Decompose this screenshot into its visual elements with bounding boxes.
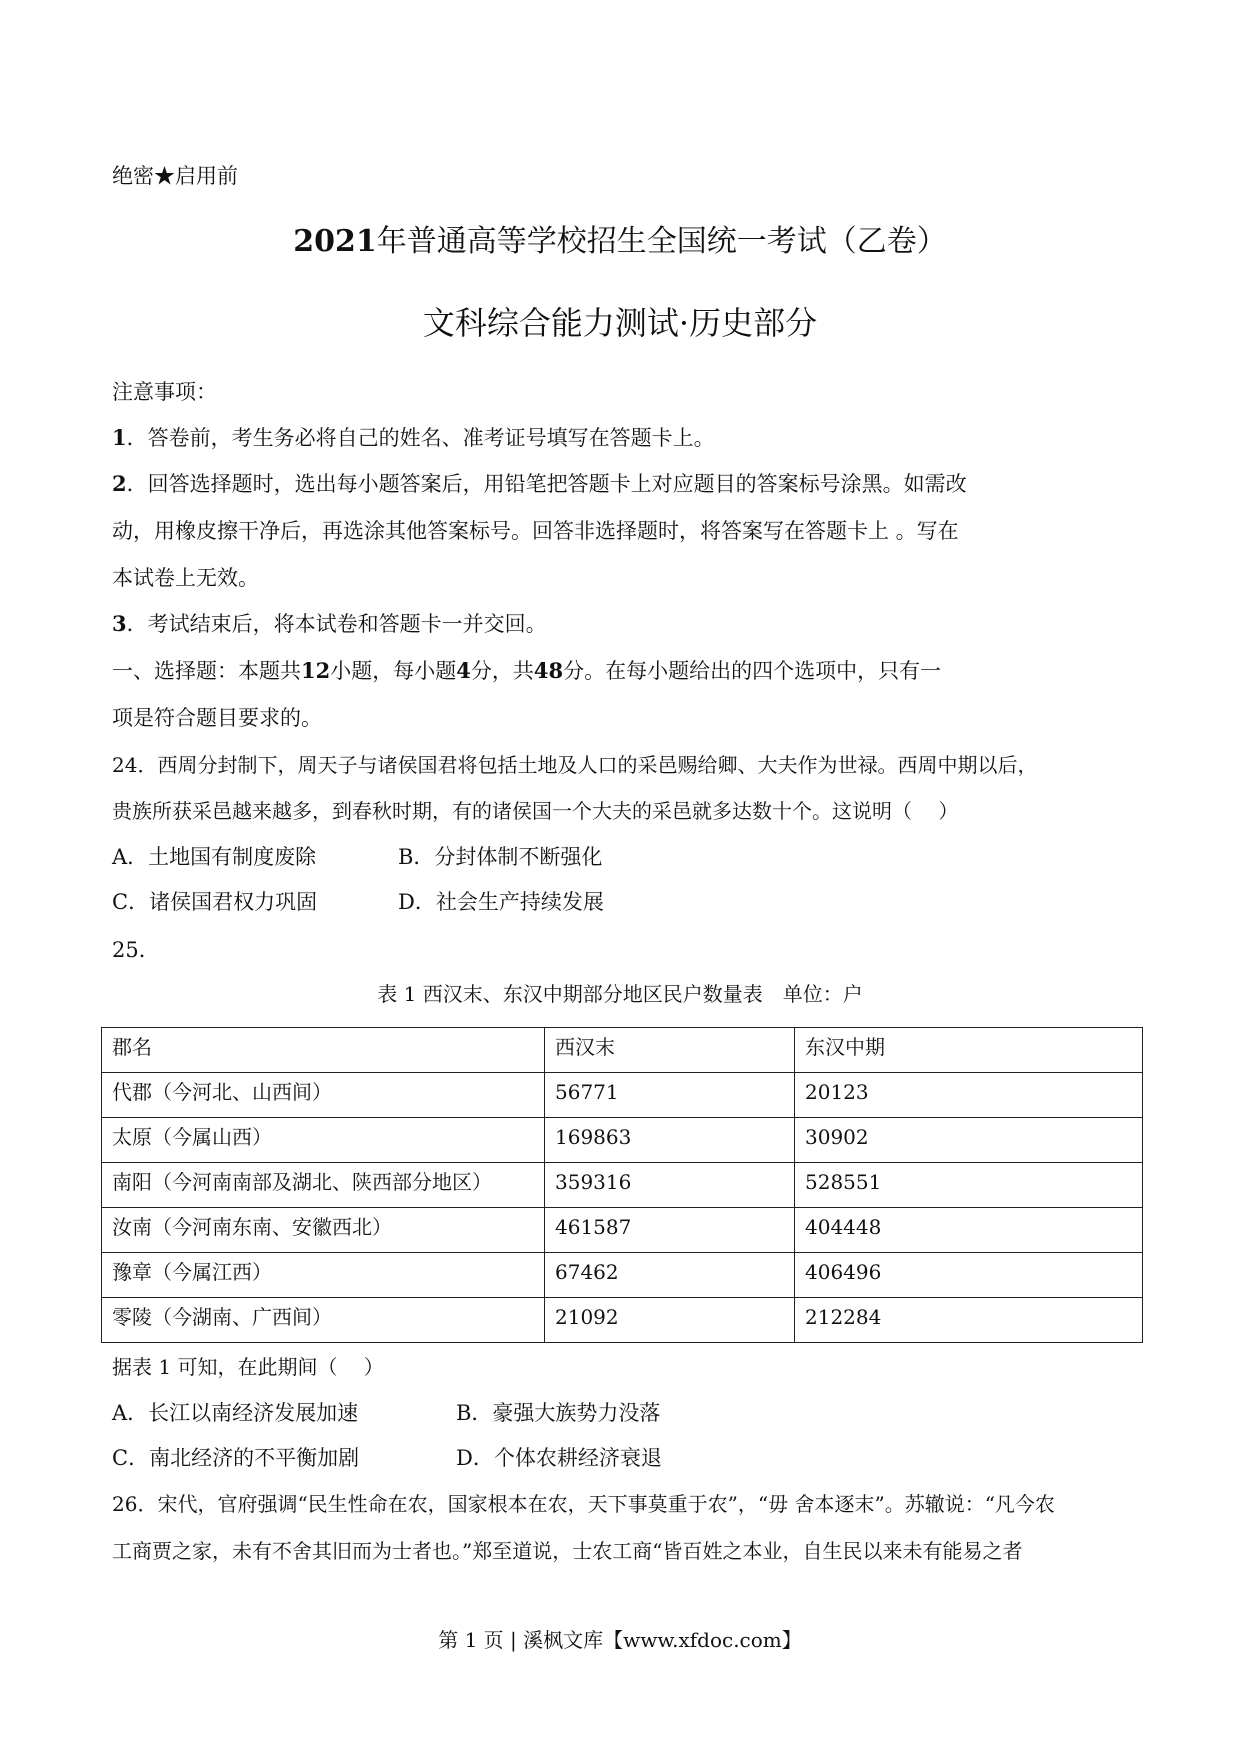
table-cell: 67462	[545, 1253, 795, 1298]
note-text: ．答卷前，考生务必将自己的姓名、准考证号填写在答题卡上。	[126, 426, 715, 450]
table-cell: 461587	[545, 1208, 795, 1253]
total-points: 48	[533, 658, 564, 683]
q26-stem-line-1: 26．宋代，官府强调“民生性命在农，国家根本在农，天下事莫重于农”，“毋 舍本逐末”。苏辙说：“凡今农	[112, 1492, 1055, 1516]
note-item-1	[112, 423, 1132, 453]
note-number: 2	[112, 471, 127, 496]
section-text: 一、选择题：本题共	[112, 659, 301, 683]
note-text: ．回答选择题时，选出每小题答案后，用铅笔把答题卡上对应题目的答案标号涂黑。如需改	[126, 472, 967, 496]
table-header-cell: 郡名	[102, 1028, 545, 1073]
table-row	[102, 1118, 1143, 1163]
note-number: 1	[112, 425, 127, 450]
points-per-question: 4	[456, 658, 471, 683]
q24-option-c: C．诸侯国君权力巩固	[112, 890, 318, 914]
table-cell: 404448	[795, 1208, 1143, 1253]
table-cell: 30902	[795, 1118, 1143, 1163]
table-cell: 212284	[795, 1298, 1143, 1343]
table-header-cell: 东汉中期	[795, 1028, 1143, 1073]
note-item-2-line-2: 动，用橡皮擦干净后，再选涂其他答案标号。回答非选择题时，将答案写在答题卡上 。写在	[112, 519, 959, 543]
page-footer: 第 1 页 | 溪枫文库【www.xfdoc.com】	[438, 1628, 802, 1652]
table-cell: 21092	[545, 1298, 795, 1343]
table-row	[102, 1208, 1143, 1253]
exam-subtitle: 文科综合能力测试·历史部分	[422, 304, 818, 342]
q25-option-a: A．长江以南经济发展加速	[112, 1401, 359, 1425]
table-row	[102, 1253, 1143, 1298]
question-count: 12	[301, 658, 331, 683]
q25-number: 25．	[112, 938, 160, 962]
exam-year: 2021	[293, 224, 377, 259]
table-row	[102, 1163, 1143, 1208]
table-cell: 20123	[795, 1073, 1143, 1118]
note-item-2	[112, 469, 1132, 499]
table-cell: 豫章（今属江西）	[102, 1253, 545, 1298]
note-text: ．考试结束后，将本试卷和答题卡一并交回。	[126, 612, 547, 636]
note-item-3	[112, 609, 1132, 639]
note-item-2-line-3: 本试卷上无效。	[112, 566, 259, 590]
table-caption: 表 1 西汉末、东汉中期部分地区民户数量表 单位：户	[377, 982, 863, 1006]
table-cell: 56771	[545, 1073, 795, 1118]
table-header-cell: 西汉末	[545, 1028, 795, 1073]
q24-option-a: A．土地国有制度废除	[112, 845, 317, 869]
table-cell: 汝南（今河南东南、安徽西北）	[102, 1208, 545, 1253]
q24-stem-line-2: 贵族所获采邑越来越多，到春秋时期，有的诸侯国一个大夫的采邑就多达数十个。这说明（ ）	[112, 799, 959, 823]
table-header-row	[102, 1028, 1143, 1073]
notes-heading: 注意事项：	[112, 380, 217, 404]
table-cell: 359316	[545, 1163, 795, 1208]
table-row	[102, 1298, 1143, 1343]
q24-option-d: D．社会生产持续发展	[398, 890, 604, 914]
classification-label: 绝密★启用前	[112, 164, 238, 188]
q24-stem-line-1: 24．西周分封制下，周天子与诸侯国君将包括土地及人口的采邑赐给卿、大夫作为世禄。西周中期以后，	[112, 753, 1038, 777]
q25-option-b: B．豪强大族势力没落	[456, 1401, 661, 1425]
section-1-heading-line-2: 项是符合题目要求的。	[112, 706, 322, 730]
exam-title-text: 年普通高等学校招生全国统一考试（乙卷）	[376, 224, 947, 259]
table-cell: 太原（今属山西）	[102, 1118, 545, 1163]
table-cell: 406496	[795, 1253, 1143, 1298]
table-cell: 528551	[795, 1163, 1143, 1208]
exam-title	[0, 222, 1240, 262]
table-cell: 代郡（今河北、山西间）	[102, 1073, 545, 1118]
table-cell: 169863	[545, 1118, 795, 1163]
section-text: 分，共	[470, 659, 534, 683]
q26-stem-line-2: 工商贾之家，未有不舍其旧而为士者也。”郑至道说，士农工商“皆百姓之本业，自生民以来未有能易之者	[112, 1539, 1023, 1563]
q24-option-b: B．分封体制不断强化	[398, 845, 603, 869]
section-1-heading	[112, 656, 1132, 686]
population-table	[101, 1027, 1143, 1343]
q25-option-c: C．南北经济的不平衡加剧	[112, 1446, 360, 1470]
q25-option-d: D．个体农耕经济衰退	[456, 1446, 662, 1470]
table-row	[102, 1073, 1143, 1118]
q25-stem: 据表 1 可知，在此期间（ ）	[112, 1355, 384, 1379]
section-text: 小题，每小题	[330, 659, 457, 683]
section-text: 分。在每小题给出的四个选项中，只有一	[563, 659, 942, 683]
table-cell: 南阳（今河南南部及湖北、陕西部分地区）	[102, 1163, 545, 1208]
note-number: 3	[112, 611, 127, 636]
table-cell: 零陵（今湖南、广西间）	[102, 1298, 545, 1343]
